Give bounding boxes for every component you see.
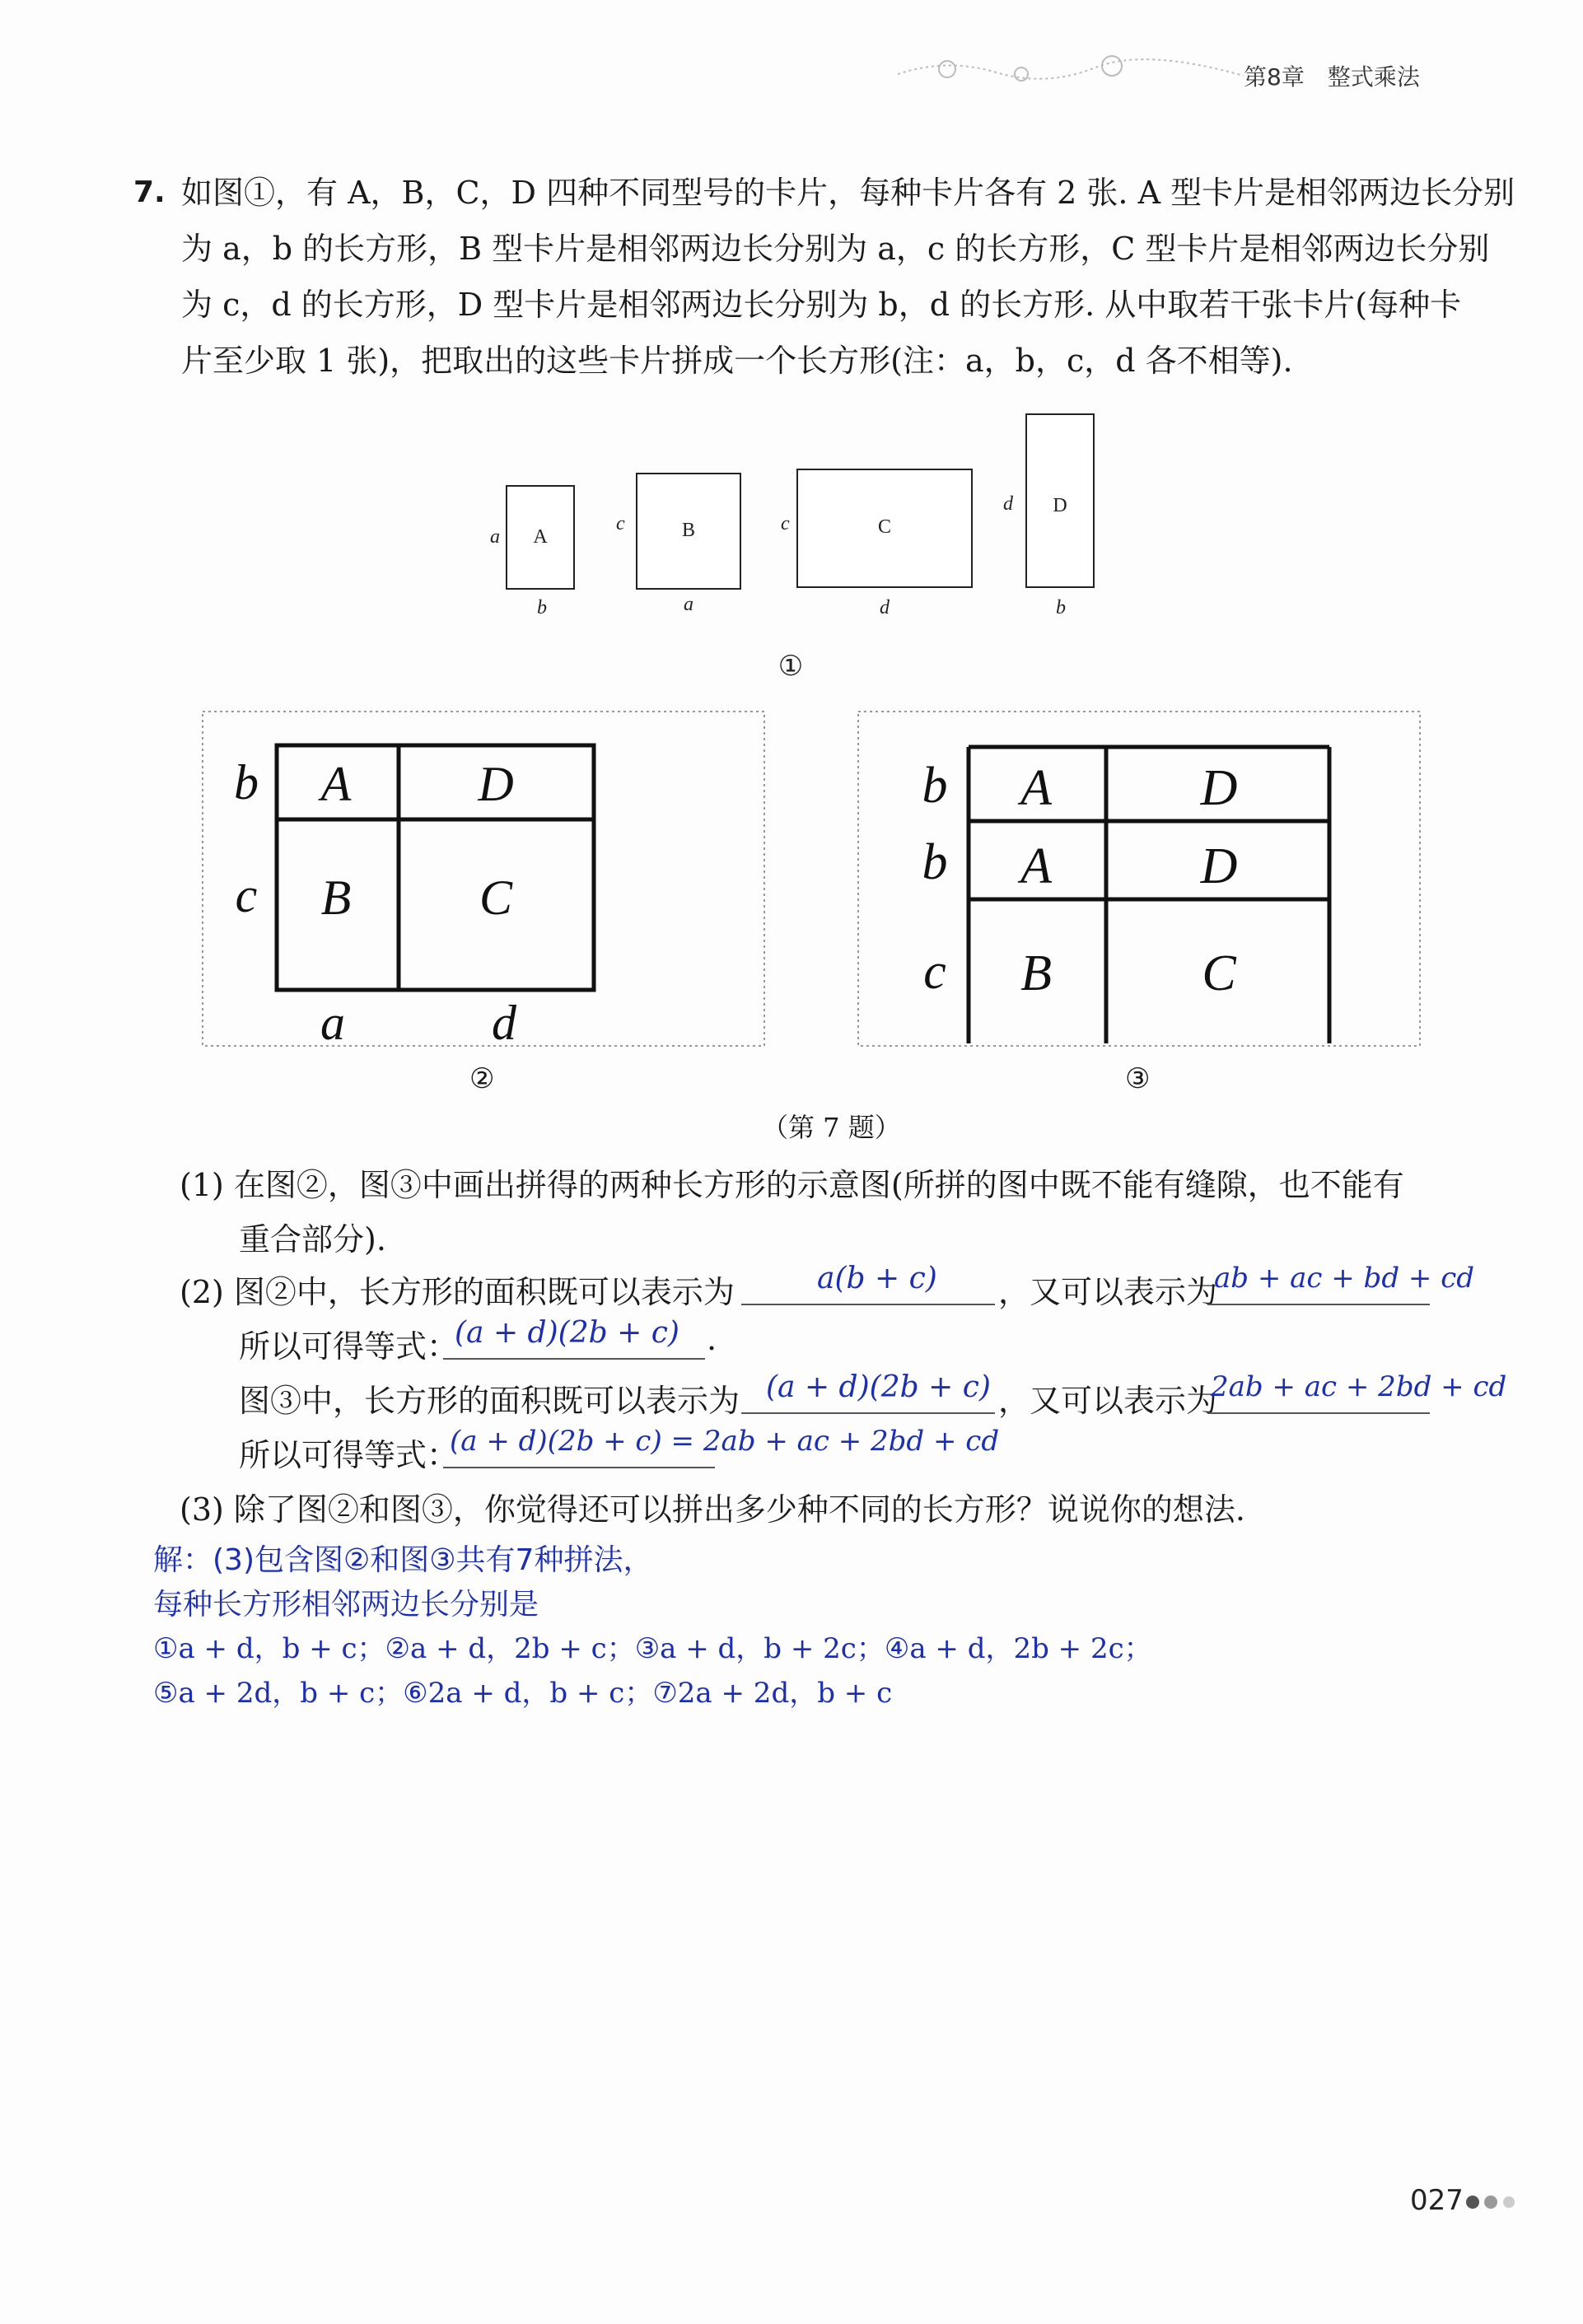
part-2-fig3-prompt-equation: 所以可得等式： bbox=[239, 1437, 459, 1473]
fig3-cell-b: B bbox=[1020, 945, 1052, 1001]
chapter-title: 整式乘法 bbox=[1327, 63, 1420, 91]
question-line-4: 片至少取 1 张)，把取出的这些卡片拼成一个长方形(注：a，b，c，d 各不相等). bbox=[181, 343, 1293, 379]
card-d-bottom: b bbox=[1056, 597, 1066, 618]
answer-fig3-equation: (a + d)(2b + c) = 2ab + ac + 2bd + cd bbox=[450, 1425, 1000, 1458]
question-line-1: 如图①，有 A，B，C，D 四种不同型号的卡片，每种卡片各有 2 张. A 型卡片是相邻两边长分别 bbox=[181, 175, 1515, 211]
page-dots-icon bbox=[1466, 2192, 1515, 2212]
answer-fig2-area1: a(b + c) bbox=[817, 1262, 937, 1295]
answer-fig2-area2: ab + ac + bd + cd bbox=[1214, 1262, 1474, 1295]
header-decoration bbox=[898, 49, 1244, 91]
card-c-bottom: d bbox=[880, 597, 890, 618]
part-2-prompt-area1: (2) 图②中，长方形的面积既可以表示为 bbox=[180, 1274, 735, 1310]
figure-3 bbox=[857, 710, 1422, 1056]
solution-line-4: ⑤a + 2d，b + c；⑥2a + d，b + c；⑦2a + 2d，b + c bbox=[153, 1677, 893, 1710]
part-2-prompt-equation: 所以可得等式： bbox=[239, 1328, 459, 1365]
fig2-cell-c: C bbox=[479, 870, 513, 925]
period-1: . bbox=[707, 1321, 717, 1357]
question-number: 7. bbox=[133, 175, 166, 209]
fig3-cell-a1: A bbox=[1020, 760, 1052, 816]
fig3-cell-a2: A bbox=[1020, 838, 1052, 894]
figure-caption: （第 7 题） bbox=[762, 1112, 901, 1143]
figure-3-label: ③ bbox=[1125, 1062, 1151, 1095]
blank-fig2-equation bbox=[443, 1358, 705, 1360]
answer-fig3-area2: 2ab + ac + 2bd + cd bbox=[1211, 1370, 1507, 1403]
chapter-number: 第8章 bbox=[1244, 63, 1305, 91]
card-d-name: D bbox=[1053, 495, 1067, 516]
card-a-name: A bbox=[533, 526, 548, 548]
fig3-cell-d1: D bbox=[1200, 760, 1238, 816]
page-number-text: 027 bbox=[1410, 2184, 1464, 2217]
blank-fig3-area1 bbox=[741, 1412, 995, 1414]
fig2-col-label-a: a bbox=[320, 996, 345, 1050]
solution-line-3: ①a + d，b + c；②a + d，2b + c；③a + d，b + 2c；④a + d，2b + 2c； bbox=[153, 1632, 1152, 1665]
solution-line-1: 解：(3)包含图②和图③共有7种拼法， bbox=[153, 1543, 653, 1577]
solution-line-2: 每种长方形相邻两边长分别是 bbox=[153, 1588, 539, 1622]
part-1-line-1: (1) 在图②，图③中画出拼得的两种长方形的示意图(所拼的图中既不能有缝隙，也不能有 bbox=[180, 1167, 1404, 1203]
card-a-bottom: b bbox=[537, 597, 547, 618]
fig2-cell-b: B bbox=[320, 870, 352, 925]
figure-2 bbox=[201, 710, 766, 1056]
part-3-question: (3) 除了图②和图③，你觉得还可以拼出多少种不同的长方形？说说你的想法. bbox=[180, 1491, 1245, 1528]
card-c-side: c bbox=[781, 513, 790, 534]
part-2-prompt-area2: ，又可以表示为 bbox=[998, 1274, 1218, 1310]
question-line-2: 为 a，b 的长方形，B 型卡片是相邻两边长分别为 a，c 的长方形，C 型卡片是相邻两边长分别 bbox=[181, 231, 1490, 267]
fig3-row-label-b1: b bbox=[922, 758, 948, 814]
fig3-cell-c: C bbox=[1202, 945, 1236, 1001]
fig3-row-label-b2: b bbox=[922, 834, 948, 890]
part-2-fig3-prompt-area2: ，又可以表示为 bbox=[998, 1383, 1218, 1419]
fig2-cell-a: A bbox=[320, 757, 352, 811]
question-line-3: 为 c，d 的长方形，D 型卡片是相邻两边长分别为 b，d 的长方形. 从中取若干张卡片(每种卡 bbox=[181, 287, 1462, 323]
page-number bbox=[1410, 2184, 1464, 2217]
answer-fig2-equation: (a + d)(2b + c) bbox=[455, 1316, 679, 1350]
card-b-name: B bbox=[681, 520, 696, 541]
part-2-fig3-prompt-area1: 图③中，长方形的面积既可以表示为 bbox=[239, 1383, 740, 1419]
figure-2-label: ② bbox=[469, 1062, 495, 1095]
fig3-row-label-c: c bbox=[923, 944, 946, 1000]
figure-1-cards bbox=[461, 408, 1120, 688]
fig2-cell-d: D bbox=[478, 757, 514, 811]
card-d-side: d bbox=[1003, 493, 1013, 515]
card-b-bottom: a bbox=[684, 594, 693, 615]
fig3-cell-d2: D bbox=[1200, 838, 1238, 894]
figure-1-label: ① bbox=[777, 650, 804, 683]
card-b-side: c bbox=[616, 513, 625, 534]
part-1-line-2: 重合部分). bbox=[239, 1221, 386, 1258]
blank-fig3-area2 bbox=[1207, 1412, 1430, 1414]
fig2-col-label-d: d bbox=[492, 996, 516, 1050]
card-a-side: a bbox=[490, 526, 500, 548]
page-header bbox=[1244, 59, 1420, 92]
fig2-row-label-b: b bbox=[234, 755, 259, 810]
blank-fig3-equation bbox=[443, 1467, 715, 1468]
blank-fig2-area1 bbox=[741, 1304, 995, 1305]
fig2-row-label-c: c bbox=[235, 868, 258, 922]
card-c-name: C bbox=[877, 516, 892, 538]
answer-fig3-area1: (a + d)(2b + c) bbox=[766, 1370, 991, 1404]
blank-fig2-area2 bbox=[1207, 1304, 1430, 1305]
